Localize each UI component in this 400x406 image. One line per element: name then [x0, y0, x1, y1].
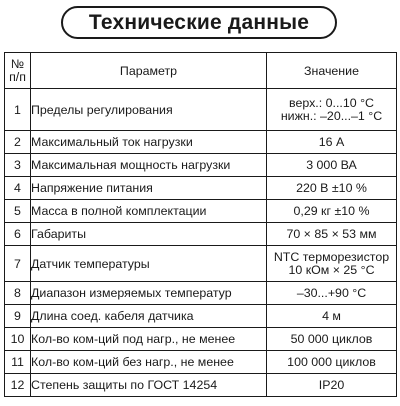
- row-parameter: Масса в полной комплектации: [31, 200, 267, 223]
- row-parameter: Напряжение питания: [31, 177, 267, 200]
- table-row: [5, 374, 397, 397]
- table-row: [5, 328, 397, 351]
- header-number: [5, 53, 31, 89]
- row-value: 3 000 ВА: [267, 154, 397, 177]
- table-row: [5, 89, 397, 131]
- header-value: Значение: [267, 53, 397, 89]
- table-row: [5, 282, 397, 305]
- row-parameter: Пределы регулирования: [31, 89, 267, 131]
- row-parameter: Диапазон измеряемых температур: [31, 282, 267, 305]
- page-title: Технические данные: [61, 6, 337, 39]
- row-value: 50 000 циклов: [267, 328, 397, 351]
- row-value-line1: NTC терморезистор: [273, 249, 390, 264]
- row-value: 100 000 циклов: [267, 351, 397, 374]
- row-number: 11: [5, 351, 31, 374]
- row-number: 10: [5, 328, 31, 351]
- table-header-row: [5, 53, 397, 89]
- row-value-line2: 10 кОм × 25 °С: [288, 262, 375, 277]
- row-value: [267, 89, 397, 131]
- row-number: 2: [5, 131, 31, 154]
- row-value: 16 А: [267, 131, 397, 154]
- row-number: 12: [5, 374, 31, 397]
- row-parameter: Степень защиты по ГОСТ 14254: [31, 374, 267, 397]
- specifications-table: [4, 52, 397, 397]
- row-parameter: Длина соед. кабеля датчика: [31, 305, 267, 328]
- row-parameter: Максимальная мощность нагрузки: [31, 154, 267, 177]
- header-number-line1: №: [10, 56, 25, 71]
- row-value: –30...+90 °С: [267, 282, 397, 305]
- header-parameter: Параметр: [31, 53, 267, 89]
- row-value: 220 В ±10 %: [267, 177, 397, 200]
- table-row: [5, 246, 397, 282]
- row-number: 4: [5, 177, 31, 200]
- row-number: 8: [5, 282, 31, 305]
- row-number: 3: [5, 154, 31, 177]
- table-row: [5, 351, 397, 374]
- row-parameter: Кол-во ком-ций под нагр., не менее: [31, 328, 267, 351]
- table-row: [5, 200, 397, 223]
- row-value: 4 м: [267, 305, 397, 328]
- row-number: 1: [5, 89, 31, 131]
- row-number: 7: [5, 246, 31, 282]
- header-number-line2: п/п: [9, 69, 26, 84]
- row-value-line1: верх.: 0...10 °С: [289, 95, 374, 110]
- row-number: 5: [5, 200, 31, 223]
- row-parameter: Кол-во ком-ций без нагр., не менее: [31, 351, 267, 374]
- table-row: [5, 154, 397, 177]
- row-parameter: Датчик температуры: [31, 246, 267, 282]
- row-parameter: Максимальный ток нагрузки: [31, 131, 267, 154]
- row-value: [267, 246, 397, 282]
- row-parameter: Габариты: [31, 223, 267, 246]
- row-value: IP20: [267, 374, 397, 397]
- row-number: 9: [5, 305, 31, 328]
- row-value: 0,29 кг ±10 %: [267, 200, 397, 223]
- table-row: [5, 177, 397, 200]
- row-value: 70 × 85 × 53 мм: [267, 223, 397, 246]
- row-value-line2: нижн.: –20...–1 °С: [280, 108, 383, 123]
- row-number: 6: [5, 223, 31, 246]
- table-row: [5, 223, 397, 246]
- table-row: [5, 131, 397, 154]
- table-row: [5, 305, 397, 328]
